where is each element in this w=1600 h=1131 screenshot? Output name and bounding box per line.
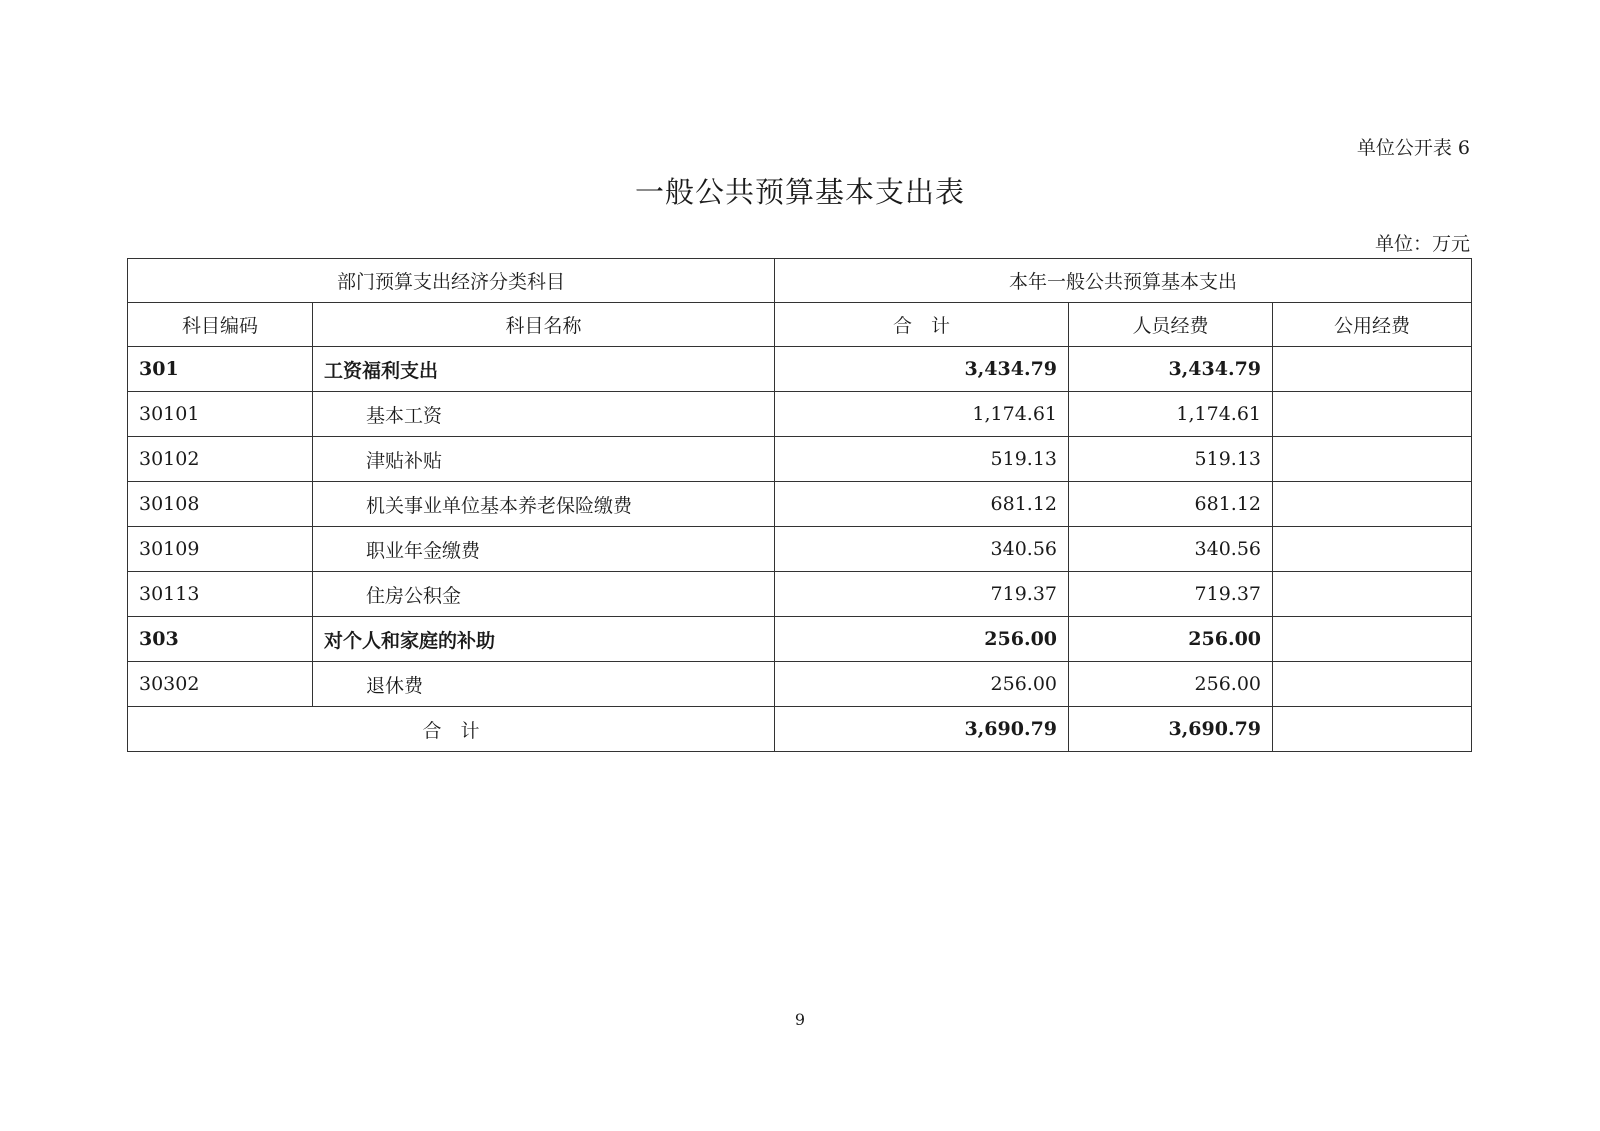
row-public bbox=[1273, 392, 1472, 437]
row-public bbox=[1273, 617, 1472, 662]
row-personnel: 340.56 bbox=[1069, 527, 1273, 572]
row-name: 基本工资 bbox=[313, 392, 775, 437]
row-personnel: 719.37 bbox=[1069, 572, 1273, 617]
table-row bbox=[128, 392, 1472, 437]
column-header-name: 科目名称 bbox=[313, 303, 775, 347]
row-name: 对个人和家庭的补助 bbox=[313, 617, 775, 662]
row-personnel: 681.12 bbox=[1069, 482, 1273, 527]
row-total: 719.37 bbox=[775, 572, 1069, 617]
summary-label: 合 计 bbox=[128, 707, 775, 752]
row-personnel: 256.00 bbox=[1069, 617, 1273, 662]
row-total: 3,434.79 bbox=[775, 347, 1069, 392]
column-header-personnel: 人员经费 bbox=[1069, 303, 1273, 347]
table-column-header-row bbox=[128, 303, 1472, 347]
row-code: 30113 bbox=[128, 572, 313, 617]
document-title: 一般公共预算基本支出表 bbox=[634, 175, 965, 209]
row-total: 1,174.61 bbox=[775, 392, 1069, 437]
row-total: 340.56 bbox=[775, 527, 1069, 572]
unit-note: 单位：万元 bbox=[1374, 233, 1470, 255]
summary-personnel: 3,690.79 bbox=[1069, 707, 1273, 752]
table-row bbox=[128, 527, 1472, 572]
row-total: 519.13 bbox=[775, 437, 1069, 482]
row-code: 30101 bbox=[128, 392, 313, 437]
budget-table bbox=[127, 258, 1472, 752]
row-code: 303 bbox=[128, 617, 313, 662]
table-row bbox=[128, 347, 1472, 392]
row-public bbox=[1273, 347, 1472, 392]
row-name: 津贴补贴 bbox=[313, 437, 775, 482]
page-number: 9 bbox=[794, 1010, 806, 1029]
row-personnel: 3,434.79 bbox=[1069, 347, 1273, 392]
row-name: 工资福利支出 bbox=[313, 347, 775, 392]
row-public bbox=[1273, 572, 1472, 617]
row-code: 30302 bbox=[128, 662, 313, 707]
row-personnel: 256.00 bbox=[1069, 662, 1273, 707]
table-row bbox=[128, 662, 1472, 707]
row-public bbox=[1273, 482, 1472, 527]
table-row bbox=[128, 482, 1472, 527]
row-name: 机关事业单位基本养老保险缴费 bbox=[313, 482, 775, 527]
row-code: 301 bbox=[128, 347, 313, 392]
form-number: 单位公开表 6 bbox=[1356, 137, 1470, 159]
column-header-code: 科目编码 bbox=[128, 303, 313, 347]
row-total: 256.00 bbox=[775, 662, 1069, 707]
row-name: 职业年金缴费 bbox=[313, 527, 775, 572]
row-code: 30109 bbox=[128, 527, 313, 572]
summary-total: 3,690.79 bbox=[775, 707, 1069, 752]
table-row bbox=[128, 437, 1472, 482]
group-header-left: 部门预算支出经济分类科目 bbox=[128, 259, 775, 303]
row-personnel: 519.13 bbox=[1069, 437, 1273, 482]
table-group-header-row bbox=[128, 259, 1472, 303]
summary-row bbox=[128, 707, 1472, 752]
group-header-right: 本年一般公共预算基本支出 bbox=[775, 259, 1472, 303]
table-row bbox=[128, 572, 1472, 617]
summary-public bbox=[1273, 707, 1472, 752]
column-header-total: 合 计 bbox=[775, 303, 1069, 347]
row-public bbox=[1273, 662, 1472, 707]
row-code: 30102 bbox=[128, 437, 313, 482]
row-code: 30108 bbox=[128, 482, 313, 527]
row-total: 681.12 bbox=[775, 482, 1069, 527]
column-header-public: 公用经费 bbox=[1273, 303, 1472, 347]
row-personnel: 1,174.61 bbox=[1069, 392, 1273, 437]
row-public bbox=[1273, 437, 1472, 482]
row-name: 退休费 bbox=[313, 662, 775, 707]
row-public bbox=[1273, 527, 1472, 572]
row-total: 256.00 bbox=[775, 617, 1069, 662]
row-name: 住房公积金 bbox=[313, 572, 775, 617]
table-row bbox=[128, 617, 1472, 662]
